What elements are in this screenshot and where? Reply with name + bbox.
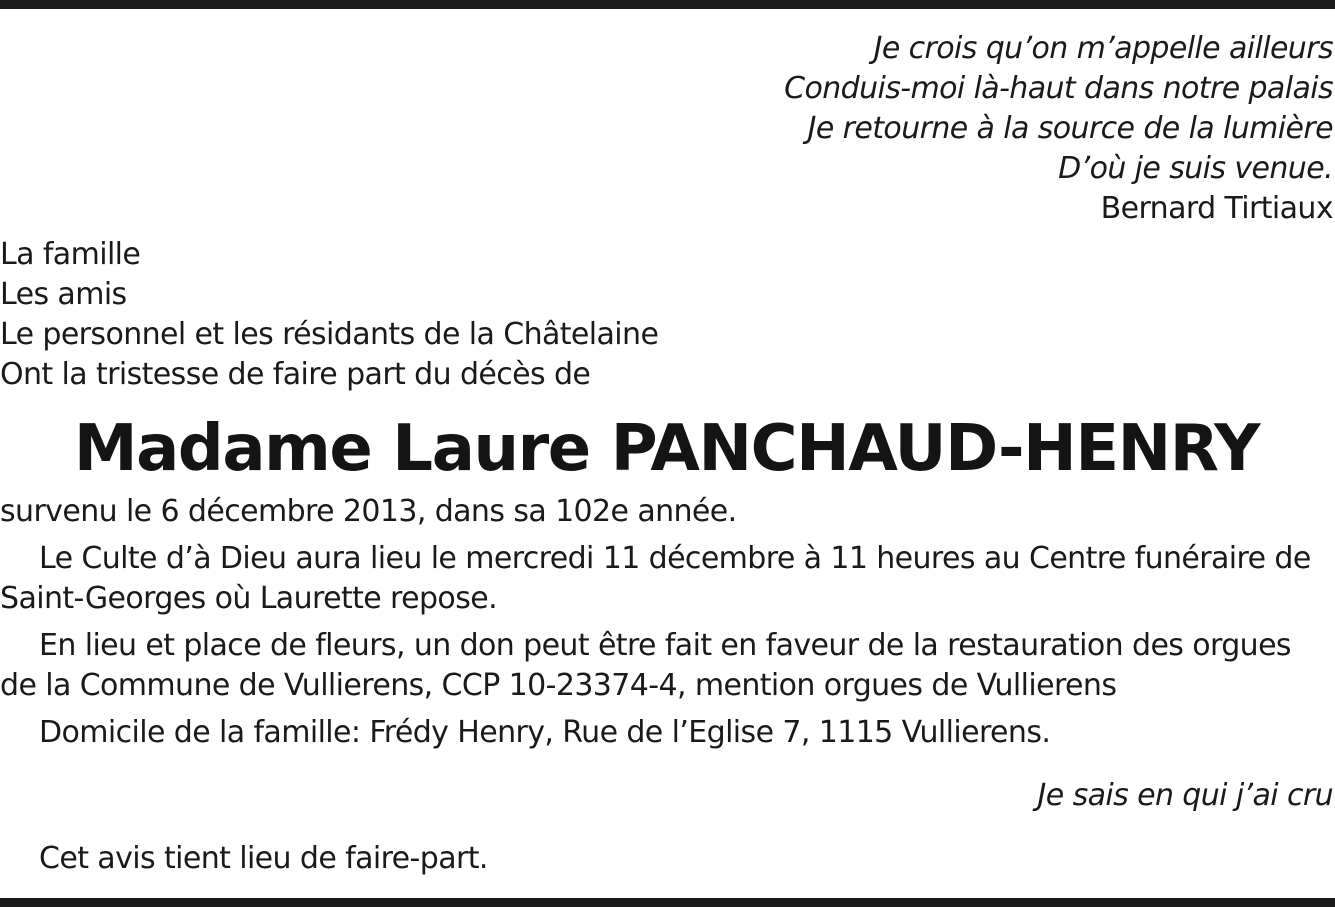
ceremony-line: Saint-Georges où Laurette repose.: [0, 581, 498, 616]
poem-line: Conduis-moi là-haut dans notre palais: [784, 71, 1333, 106]
date-of-death-line: survenu le 6 décembre 2013, dans sa 102e année.: [0, 494, 737, 529]
announcers-list: [0, 235, 1333, 395]
announcer-line: Le personnel et les résidants de la Châtelaine: [0, 317, 659, 352]
announcer-line: Les amis: [0, 277, 127, 312]
ceremony-paragraph: [0, 539, 1333, 619]
top-border-rule: [0, 0, 1335, 9]
donation-paragraph: [0, 626, 1333, 706]
poem-author: Bernard Tirtiaux: [1100, 191, 1333, 226]
details-section: [0, 492, 1333, 753]
poem-line: Je crois qu’on m’appelle ailleurs: [873, 31, 1333, 66]
donation-line: de la Commune de Vullierens, CCP 10-23374-4, mention orgues de Vullierens: [0, 668, 1117, 703]
donation-line: En lieu et place de fleurs, un don peut être fait en faveur de la restauration des orgues: [39, 628, 1291, 663]
bottom-border-rule: [0, 898, 1335, 907]
epigraph-poem: [0, 29, 1333, 229]
obituary-notice: [0, 29, 1333, 879]
domicile-line: Domicile de la famille: Frédy Henry, Rue de l’Eglise 7, 1115 Vullierens.: [39, 715, 1051, 750]
domicile-paragraph: [0, 713, 1333, 753]
closing-quote: Je sais en qui j’ai cru: [1037, 778, 1333, 813]
poem-line: D’où je suis venue.: [1058, 151, 1333, 186]
final-note: Cet avis tient lieu de faire-part.: [39, 841, 488, 876]
ceremony-line: Le Culte d’à Dieu aura lieu le mercredi 11 décembre à 11 heures au Centre funéraire de: [39, 541, 1311, 576]
announcer-line: La famille: [0, 237, 141, 272]
announcer-line: Ont la tristesse de faire part du décès de: [0, 357, 591, 392]
deceased-name: Madame Laure PANCHAUD-HENRY: [73, 412, 1260, 486]
poem-line: Je retourne à la source de la lumière: [807, 111, 1333, 146]
